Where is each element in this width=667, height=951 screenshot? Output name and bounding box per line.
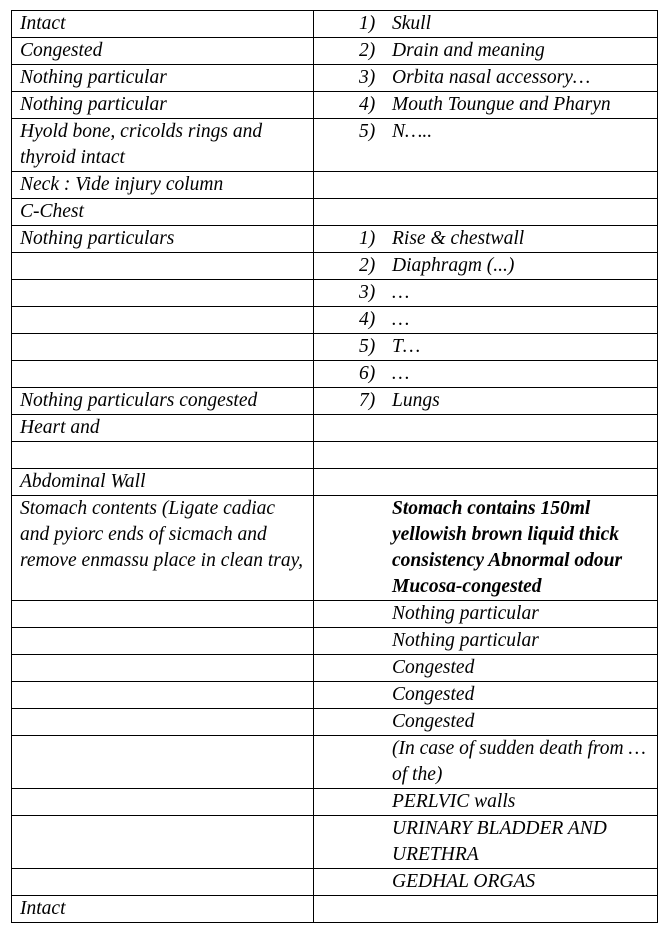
table-row — [12, 361, 658, 388]
table-row — [12, 627, 658, 654]
table-row — [12, 708, 658, 735]
finding-cell — [12, 253, 314, 280]
organ-cell — [314, 442, 658, 469]
table-row — [12, 788, 658, 815]
finding-cell — [12, 788, 314, 815]
item-number: 2) — [359, 255, 376, 276]
stomach-finding-cell: Stomach contains 150ml yellowish brown liquid thick consistency Abnormal odour Mucosa-congested — [314, 495, 658, 600]
finding-cell: Nothing particulars — [12, 226, 314, 253]
organ-cell — [314, 65, 658, 92]
organ-label: … — [392, 282, 410, 303]
organ-cell — [314, 334, 658, 361]
organ-cell: Congested — [314, 681, 658, 708]
organ-label: Rise & chestwall — [392, 228, 525, 249]
item-number: 1) — [359, 228, 376, 249]
item-number: 4) — [359, 309, 376, 330]
finding-cell — [12, 815, 314, 868]
organ-cell — [314, 361, 658, 388]
organ-cell — [314, 199, 658, 226]
table-row — [12, 868, 658, 895]
table-row — [12, 226, 658, 253]
finding-cell — [12, 735, 314, 788]
finding-cell: Congested — [12, 38, 314, 65]
finding-cell — [12, 681, 314, 708]
table-row — [12, 415, 658, 442]
organ-label: Lungs — [392, 390, 440, 411]
organ-cell — [314, 172, 658, 199]
finding-cell — [12, 627, 314, 654]
table-row — [12, 38, 658, 65]
table-row — [12, 199, 658, 226]
finding-cell: Neck : Vide injury column — [12, 172, 314, 199]
table-row — [12, 253, 658, 280]
table-row — [12, 280, 658, 307]
table-row — [12, 681, 658, 708]
table-row — [12, 735, 658, 788]
item-number: 3) — [359, 67, 376, 88]
organ-cell: Congested — [314, 708, 658, 735]
organ-cell: Nothing particular — [314, 627, 658, 654]
item-number: 6) — [359, 363, 376, 384]
table-row — [12, 92, 658, 119]
organ-cell — [314, 895, 658, 922]
finding-cell — [12, 307, 314, 334]
finding-cell: Nothing particular — [12, 65, 314, 92]
table-body — [12, 11, 658, 923]
organ-cell — [314, 388, 658, 415]
autopsy-findings-table — [11, 10, 658, 923]
finding-cell: Abdominal Wall — [12, 468, 314, 495]
organ-cell: Nothing particular — [314, 600, 658, 627]
organ-label: Orbita nasal accessory… — [392, 67, 591, 88]
table-row — [12, 468, 658, 495]
organ-cell — [314, 38, 658, 65]
finding-cell: Nothing particular — [12, 92, 314, 119]
item-number: 7) — [359, 390, 376, 411]
table-row — [12, 654, 658, 681]
item-number: 5) — [359, 336, 376, 357]
organ-label: Skull — [392, 13, 431, 34]
item-number: 2) — [359, 40, 376, 61]
table-row — [12, 172, 658, 199]
finding-cell — [12, 334, 314, 361]
finding-cell — [12, 708, 314, 735]
finding-cell — [12, 654, 314, 681]
finding-cell: Intact — [12, 895, 314, 922]
finding-cell — [12, 868, 314, 895]
finding-cell — [12, 600, 314, 627]
organ-cell — [314, 11, 658, 38]
organ-label: Mouth Toungue and Pharyn — [392, 94, 611, 115]
organ-label: N….. — [392, 121, 433, 142]
finding-cell: Hyold bone, cricolds rings and thyroid intact — [12, 119, 314, 172]
finding-cell — [12, 361, 314, 388]
table-row — [12, 65, 658, 92]
item-number: 5) — [359, 121, 376, 142]
table-row — [12, 600, 658, 627]
organ-cell: (In case of sudden death from …of the) — [314, 735, 658, 788]
finding-cell: Heart and — [12, 415, 314, 442]
organ-label: Diaphragm (...) — [392, 255, 515, 276]
finding-cell: C-Chest — [12, 199, 314, 226]
organ-cell — [314, 226, 658, 253]
organ-cell — [314, 92, 658, 119]
table-row — [12, 815, 658, 868]
item-number: 1) — [359, 13, 376, 34]
table-row — [12, 307, 658, 334]
organ-cell: URINARY BLADDER AND URETHRA — [314, 815, 658, 868]
item-number: 4) — [359, 94, 376, 115]
table-row — [12, 388, 658, 415]
organ-cell: PERLVIC walls — [314, 788, 658, 815]
organ-cell: Congested — [314, 654, 658, 681]
organ-label: … — [392, 309, 410, 330]
organ-label: … — [392, 363, 410, 384]
organ-label: T… — [392, 336, 421, 357]
organ-label: Drain and meaning — [392, 40, 545, 61]
organ-cell — [314, 468, 658, 495]
stomach-instruction-cell: Stomach contents (Ligate cadiac and pyiorc ends of sicmach and remove enmassu place in clean tray, — [12, 495, 314, 600]
table-row — [12, 442, 658, 469]
organ-cell — [314, 119, 658, 172]
organ-cell — [314, 415, 658, 442]
organ-cell — [314, 253, 658, 280]
organ-cell — [314, 280, 658, 307]
table-row-stomach — [12, 495, 658, 600]
table-row — [12, 895, 658, 922]
organ-cell: GEDHAL ORGAS — [314, 868, 658, 895]
finding-cell: Intact — [12, 11, 314, 38]
finding-cell — [12, 442, 314, 469]
table-row — [12, 334, 658, 361]
finding-cell — [12, 280, 314, 307]
table-row — [12, 11, 658, 38]
table-row — [12, 119, 658, 172]
finding-cell: Nothing particulars congested — [12, 388, 314, 415]
item-number: 3) — [359, 282, 376, 303]
organ-cell — [314, 307, 658, 334]
